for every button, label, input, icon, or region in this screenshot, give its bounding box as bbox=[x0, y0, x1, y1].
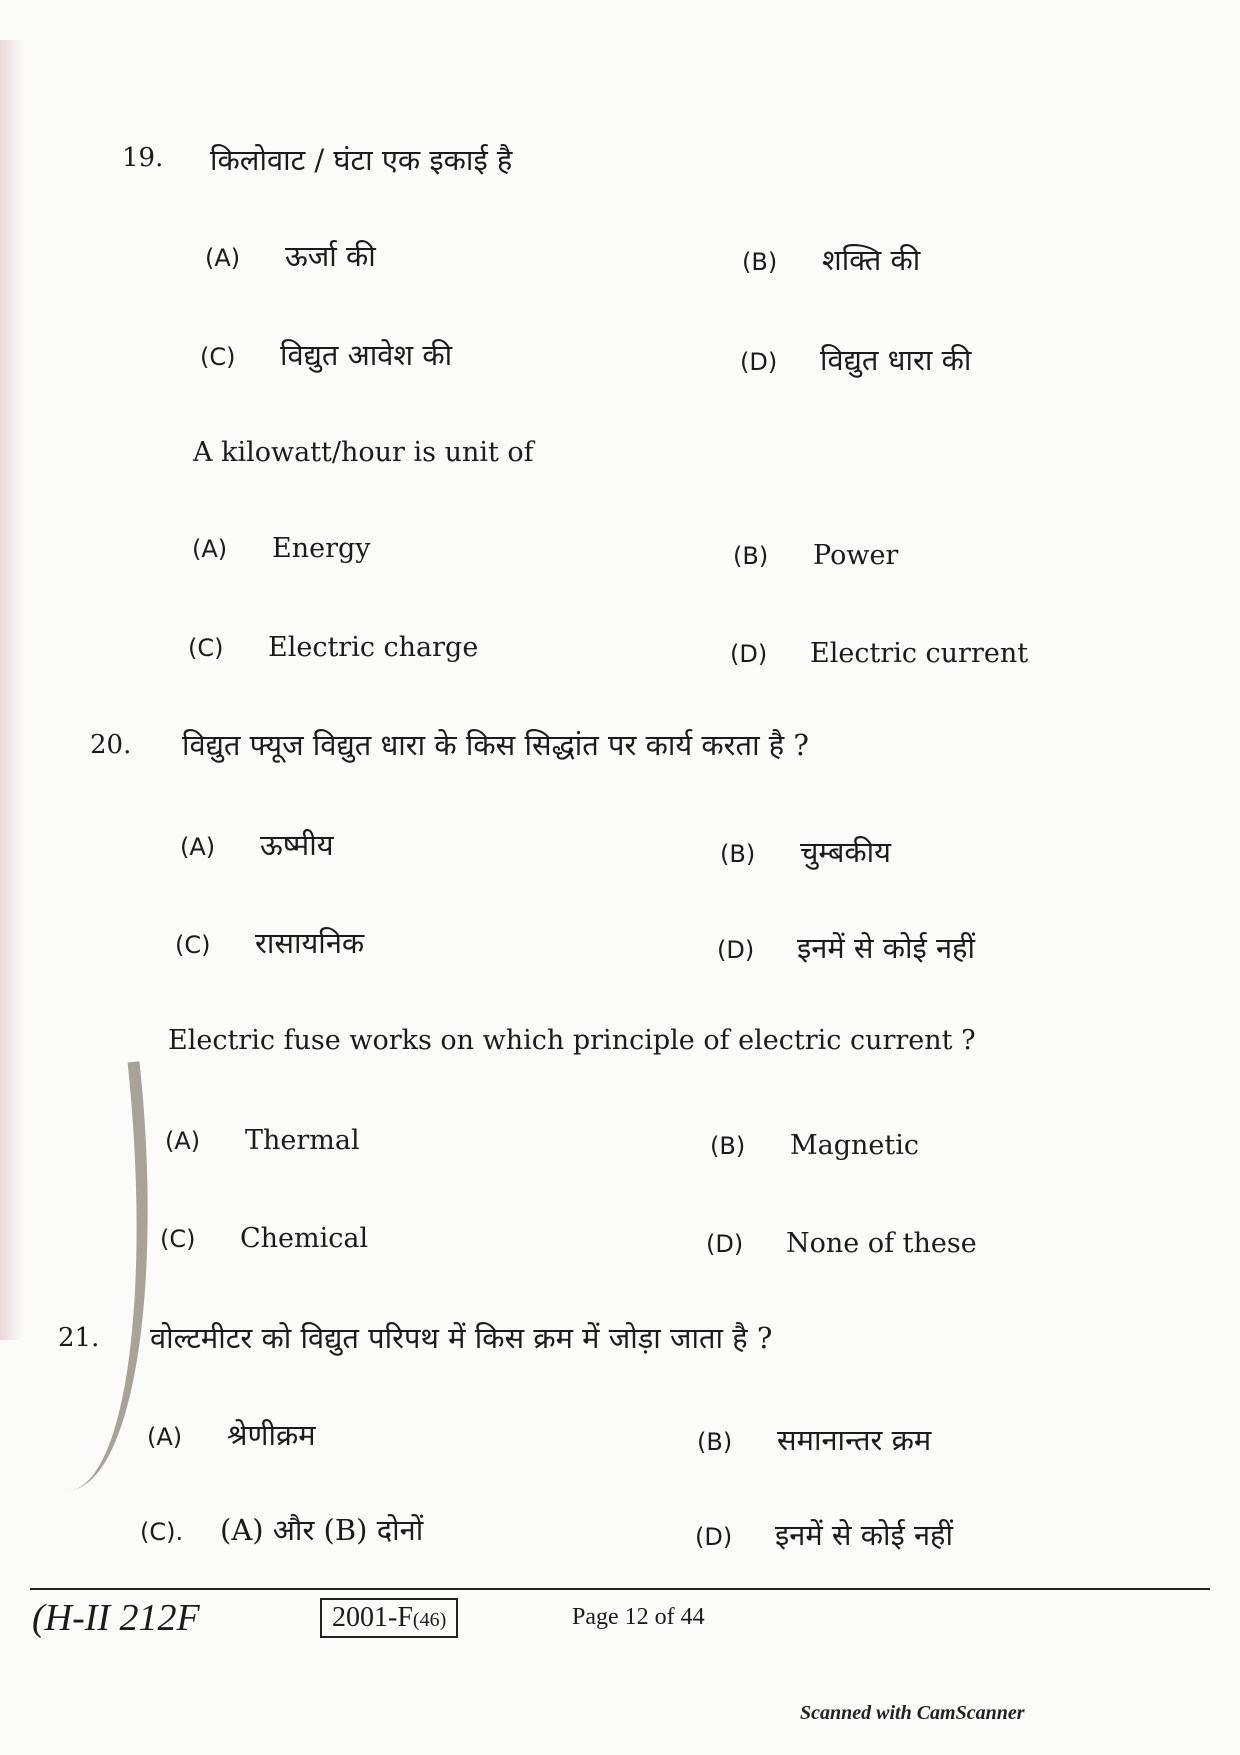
series-code-box bbox=[320, 1598, 458, 1638]
q19-english-option-a: (A) Energy bbox=[192, 533, 371, 564]
q21-hindi-option-c: (C). (A) और (B) दोनों bbox=[140, 1513, 424, 1547]
q20-hindi-option-d: (D) इनमें से कोई नहीं bbox=[717, 931, 975, 965]
paper-code: (H-II 212F bbox=[32, 1597, 200, 1639]
q21-hindi-option-a: (A) श्रेणीक्रम bbox=[147, 1418, 316, 1452]
q19-hindi-option-c: (C) विद्युत आवेश की bbox=[200, 338, 453, 372]
q20-hindi-option-c: (C) रासायनिक bbox=[175, 926, 365, 960]
q19-hindi-option-b: (B) शक्ति की bbox=[742, 243, 921, 277]
q20-english-option-d: (D) None of these bbox=[706, 1228, 977, 1259]
q19-english-option-d: (D) Electric current bbox=[730, 638, 1029, 669]
q19-english-option-c: (C) Electric charge bbox=[188, 632, 479, 663]
question-21-number: 21. bbox=[58, 1323, 100, 1353]
question-19-hindi-text: किलोवाट / घंटा एक इकाई है bbox=[210, 143, 513, 177]
q19-hindi-option-a: (A) ऊर्जा की bbox=[205, 239, 376, 273]
question-19-number: 19. bbox=[122, 143, 164, 173]
question-20-number: 20. bbox=[90, 730, 132, 760]
q19-hindi-option-d: (D) विद्युत धारा की bbox=[740, 343, 972, 377]
scanner-watermark: Scanned with CamScanner bbox=[800, 1702, 1025, 1724]
question-21-hindi-text: वोल्टमीटर को विद्युत परिपथ में किस क्रम में जोड़ा जाता है ? bbox=[150, 1321, 773, 1355]
q21-hindi-option-d: (D) इनमें से कोई नहीं bbox=[695, 1518, 953, 1552]
q20-english-option-a: (A) Thermal bbox=[165, 1125, 360, 1156]
question-20-english-text: Electric fuse works on which principle of electric current ? bbox=[168, 1025, 976, 1056]
page-number: Page 12 of 44 bbox=[572, 1604, 705, 1630]
question-19-english-text: A kilowatt/hour is unit of bbox=[193, 437, 534, 468]
footer-rule bbox=[30, 1588, 1210, 1590]
q20-hindi-option-b: (B) चुम्बकीय bbox=[720, 835, 892, 869]
q20-english-option-b: (B) Magnetic bbox=[710, 1130, 920, 1161]
q20-hindi-option-a: (A) ऊष्मीय bbox=[180, 828, 334, 862]
question-20-hindi-text: विद्युत फ्यूज विद्युत धारा के किस सिद्धांत पर कार्य करता है ? bbox=[182, 728, 809, 762]
q21-hindi-option-b: (B) समानान्तर क्रम bbox=[697, 1423, 932, 1457]
q19-english-option-b: (B) Power bbox=[733, 540, 899, 571]
q20-english-option-c: (C) Chemical bbox=[160, 1223, 369, 1254]
series-suffix: (46) bbox=[412, 1609, 447, 1631]
series-code: 2001-F bbox=[332, 1602, 413, 1633]
